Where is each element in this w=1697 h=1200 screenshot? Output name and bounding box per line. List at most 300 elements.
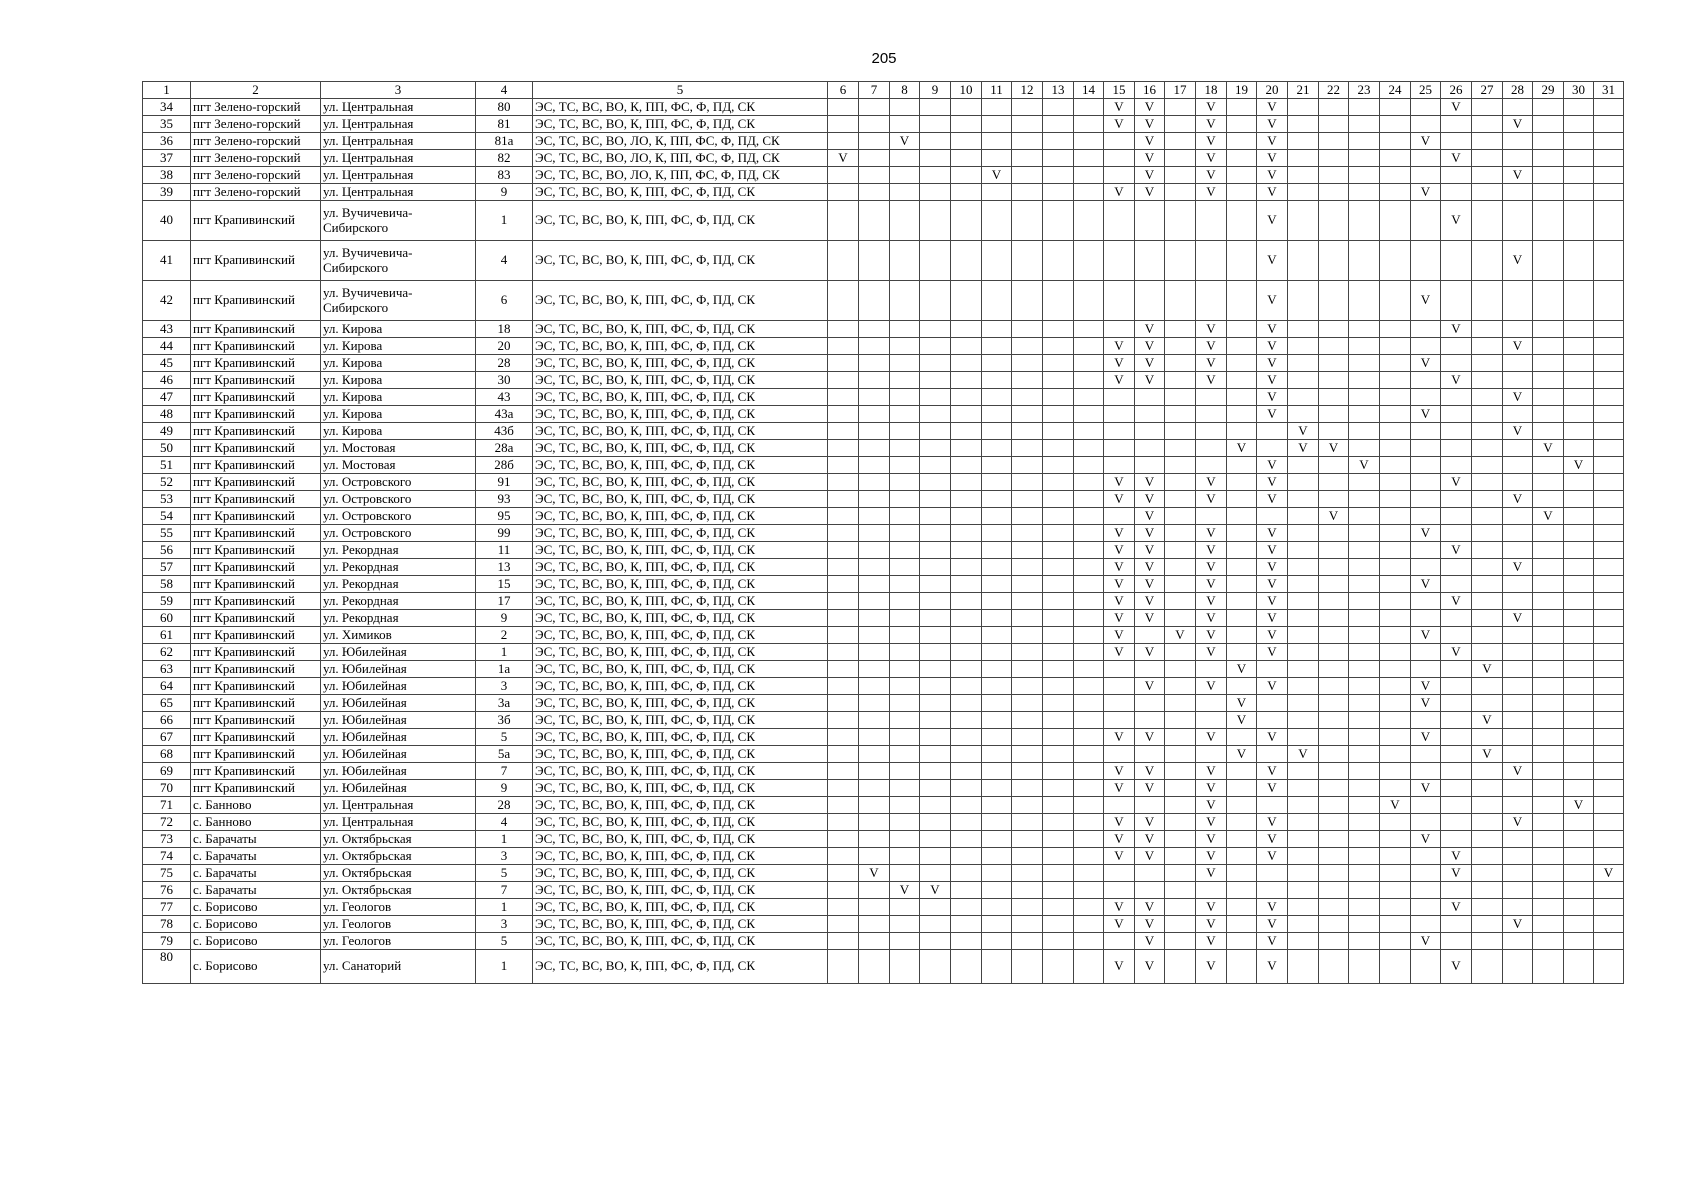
check-mark: V <box>1196 355 1227 372</box>
empty-cell <box>1012 780 1043 797</box>
empty-cell <box>1503 99 1533 116</box>
empty-cell <box>1227 644 1257 661</box>
locality-cell: пгт Крапивинский <box>191 389 321 406</box>
empty-cell <box>890 559 920 576</box>
empty-cell <box>1533 593 1564 610</box>
check-mark: V <box>1564 457 1594 474</box>
empty-cell <box>1441 695 1472 712</box>
empty-cell <box>1043 133 1074 150</box>
row-number-cell: 41 <box>143 241 191 281</box>
empty-cell <box>1594 116 1624 133</box>
locality-cell: пгт Крапивинский <box>191 780 321 797</box>
house-number-cell: 5 <box>476 933 533 950</box>
empty-cell <box>982 593 1012 610</box>
row-number-cell: 53 <box>143 491 191 508</box>
check-mark: V <box>1257 644 1288 661</box>
table-row <box>143 99 1624 116</box>
empty-cell <box>1227 150 1257 167</box>
empty-cell <box>1594 899 1624 916</box>
empty-cell <box>1227 610 1257 627</box>
empty-cell <box>1594 780 1624 797</box>
empty-cell <box>1012 797 1043 814</box>
empty-cell <box>1349 763 1380 780</box>
empty-cell <box>1074 593 1104 610</box>
empty-cell <box>982 950 1012 984</box>
check-mark: V <box>1196 831 1227 848</box>
street-cell: ул. Центральная <box>321 150 476 167</box>
empty-cell <box>1165 389 1196 406</box>
empty-cell <box>1380 559 1411 576</box>
empty-cell <box>951 116 982 133</box>
table-row <box>143 338 1624 355</box>
empty-cell <box>1012 933 1043 950</box>
empty-cell <box>1503 627 1533 644</box>
empty-cell <box>982 678 1012 695</box>
empty-cell <box>1349 99 1380 116</box>
empty-cell <box>920 508 951 525</box>
empty-cell <box>1165 882 1196 899</box>
empty-cell <box>1441 763 1472 780</box>
empty-cell <box>951 814 982 831</box>
street-cell: ул. Рекордная <box>321 576 476 593</box>
check-mark: V <box>1472 661 1503 678</box>
empty-cell <box>951 576 982 593</box>
column-header: 8 <box>890 82 920 99</box>
locality-cell: пгт Крапивинский <box>191 241 321 281</box>
empty-cell <box>1165 338 1196 355</box>
empty-cell <box>1165 372 1196 389</box>
check-mark: V <box>1257 167 1288 184</box>
empty-cell <box>920 831 951 848</box>
row-number-cell: 55 <box>143 525 191 542</box>
empty-cell <box>1533 916 1564 933</box>
empty-cell <box>890 167 920 184</box>
empty-cell <box>1441 184 1472 201</box>
street-cell: ул. Кирова <box>321 355 476 372</box>
empty-cell <box>859 933 890 950</box>
house-number-cell: 28 <box>476 355 533 372</box>
empty-cell <box>1411 321 1441 338</box>
check-mark: V <box>1196 678 1227 695</box>
empty-cell <box>1564 355 1594 372</box>
column-header: 14 <box>1074 82 1104 99</box>
empty-cell <box>1441 355 1472 372</box>
empty-cell <box>1441 882 1472 899</box>
empty-cell <box>859 627 890 644</box>
check-mark: V <box>1196 916 1227 933</box>
empty-cell <box>1380 167 1411 184</box>
empty-cell <box>859 474 890 491</box>
empty-cell <box>1533 406 1564 423</box>
empty-cell <box>1319 933 1349 950</box>
services-cell: ЭС, ТС, ВС, ВО, К, ПП, ФС, Ф, ПД, СК <box>533 559 828 576</box>
services-cell: ЭС, ТС, ВС, ВО, К, ПП, ФС, Ф, ПД, СК <box>533 116 828 133</box>
services-cell: ЭС, ТС, ВС, ВО, ЛО, К, ПП, ФС, Ф, ПД, СК <box>533 167 828 184</box>
empty-cell <box>1319 831 1349 848</box>
empty-cell <box>1503 201 1533 241</box>
empty-cell <box>859 133 890 150</box>
empty-cell <box>1533 133 1564 150</box>
empty-cell <box>1380 865 1411 882</box>
empty-cell <box>1472 899 1503 916</box>
empty-cell <box>1319 576 1349 593</box>
empty-cell <box>1043 389 1074 406</box>
empty-cell <box>1227 491 1257 508</box>
empty-cell <box>1533 763 1564 780</box>
empty-cell <box>1196 440 1227 457</box>
empty-cell <box>890 746 920 763</box>
check-mark: V <box>1135 338 1165 355</box>
empty-cell <box>1472 440 1503 457</box>
house-number-cell: 1 <box>476 899 533 916</box>
empty-cell <box>1503 644 1533 661</box>
row-number-cell: 51 <box>143 457 191 474</box>
empty-cell <box>1533 661 1564 678</box>
empty-cell <box>1074 241 1104 281</box>
empty-cell <box>1227 167 1257 184</box>
empty-cell <box>1288 525 1319 542</box>
check-mark: V <box>1441 542 1472 559</box>
empty-cell <box>1043 661 1074 678</box>
street-cell: ул. Центральная <box>321 184 476 201</box>
empty-cell <box>1165 865 1196 882</box>
empty-cell <box>1012 321 1043 338</box>
check-mark: V <box>1227 746 1257 763</box>
empty-cell <box>1165 474 1196 491</box>
empty-cell <box>1533 865 1564 882</box>
empty-cell <box>920 281 951 321</box>
empty-cell <box>1411 950 1441 984</box>
empty-cell <box>920 321 951 338</box>
empty-cell <box>1043 99 1074 116</box>
empty-cell <box>1196 423 1227 440</box>
empty-cell <box>1564 440 1594 457</box>
empty-cell <box>1564 201 1594 241</box>
empty-cell <box>1411 99 1441 116</box>
empty-cell <box>1349 933 1380 950</box>
street-cell: ул. Кирова <box>321 372 476 389</box>
house-number-cell: 28 <box>476 797 533 814</box>
empty-cell <box>1533 457 1564 474</box>
services-cell: ЭС, ТС, ВС, ВО, К, ПП, ФС, Ф, ПД, СК <box>533 372 828 389</box>
empty-cell <box>1288 372 1319 389</box>
empty-cell <box>1104 865 1135 882</box>
empty-cell <box>982 491 1012 508</box>
empty-cell <box>890 474 920 491</box>
locality-cell: с. Банново <box>191 797 321 814</box>
empty-cell <box>1533 576 1564 593</box>
check-mark: V <box>1441 950 1472 984</box>
empty-cell <box>982 729 1012 746</box>
empty-cell <box>1104 321 1135 338</box>
check-mark: V <box>1441 372 1472 389</box>
empty-cell <box>951 184 982 201</box>
empty-cell <box>828 678 859 695</box>
row-number-cell: 65 <box>143 695 191 712</box>
empty-cell <box>982 865 1012 882</box>
house-number-cell: 28а <box>476 440 533 457</box>
check-mark: V <box>1503 763 1533 780</box>
empty-cell <box>920 593 951 610</box>
empty-cell <box>951 627 982 644</box>
empty-cell <box>1441 491 1472 508</box>
row-number-cell: 68 <box>143 746 191 763</box>
empty-cell <box>1043 116 1074 133</box>
empty-cell <box>1227 372 1257 389</box>
house-number-cell: 20 <box>476 338 533 355</box>
empty-cell <box>1380 746 1411 763</box>
table-row <box>143 150 1624 167</box>
check-mark: V <box>1196 372 1227 389</box>
check-mark: V <box>1135 372 1165 389</box>
empty-cell <box>1165 525 1196 542</box>
services-cell: ЭС, ТС, ВС, ВО, К, ПП, ФС, Ф, ПД, СК <box>533 508 828 525</box>
empty-cell <box>1074 950 1104 984</box>
empty-cell <box>951 167 982 184</box>
house-number-cell: 82 <box>476 150 533 167</box>
empty-cell <box>1564 916 1594 933</box>
empty-cell <box>1012 133 1043 150</box>
services-cell: ЭС, ТС, ВС, ВО, К, ПП, ФС, Ф, ПД, СК <box>533 695 828 712</box>
empty-cell <box>1503 542 1533 559</box>
empty-cell <box>1564 865 1594 882</box>
empty-cell <box>1594 491 1624 508</box>
check-mark: V <box>1135 593 1165 610</box>
house-number-cell: 5а <box>476 746 533 763</box>
locality-cell: пгт Крапивинский <box>191 661 321 678</box>
empty-cell <box>1288 661 1319 678</box>
table-row <box>143 355 1624 372</box>
empty-cell <box>1288 763 1319 780</box>
empty-cell <box>1349 321 1380 338</box>
empty-cell <box>828 389 859 406</box>
services-cell: ЭС, ТС, ВС, ВО, К, ПП, ФС, Ф, ПД, СК <box>533 457 828 474</box>
empty-cell <box>1533 627 1564 644</box>
empty-cell <box>1380 882 1411 899</box>
check-mark: V <box>1257 372 1288 389</box>
street-cell: ул. Кирова <box>321 338 476 355</box>
empty-cell <box>1288 729 1319 746</box>
check-mark: V <box>1104 99 1135 116</box>
empty-cell <box>1564 678 1594 695</box>
services-cell: ЭС, ТС, ВС, ВО, К, ПП, ФС, Ф, ПД, СК <box>533 831 828 848</box>
empty-cell <box>1503 950 1533 984</box>
empty-cell <box>1411 372 1441 389</box>
check-mark: V <box>1411 695 1441 712</box>
row-number-cell: 36 <box>143 133 191 150</box>
empty-cell <box>859 184 890 201</box>
locality-cell: с. Барачаты <box>191 882 321 899</box>
services-cell: ЭС, ТС, ВС, ВО, ЛО, К, ПП, ФС, Ф, ПД, СК <box>533 133 828 150</box>
empty-cell <box>1503 661 1533 678</box>
empty-cell <box>1594 440 1624 457</box>
empty-cell <box>1319 865 1349 882</box>
check-mark: V <box>1257 474 1288 491</box>
empty-cell <box>951 678 982 695</box>
empty-cell <box>1594 746 1624 763</box>
check-mark: V <box>1257 201 1288 241</box>
empty-cell <box>1074 899 1104 916</box>
check-mark: V <box>1503 916 1533 933</box>
empty-cell <box>1135 661 1165 678</box>
check-mark: V <box>1288 746 1319 763</box>
empty-cell <box>1411 610 1441 627</box>
empty-cell <box>1441 746 1472 763</box>
check-mark: V <box>1104 627 1135 644</box>
empty-cell <box>1196 508 1227 525</box>
empty-cell <box>951 916 982 933</box>
check-mark: V <box>1135 99 1165 116</box>
empty-cell <box>982 661 1012 678</box>
empty-cell <box>1349 116 1380 133</box>
empty-cell <box>951 201 982 241</box>
empty-cell <box>1227 542 1257 559</box>
empty-cell <box>1349 882 1380 899</box>
street-cell: ул. Кирова <box>321 321 476 338</box>
empty-cell <box>859 576 890 593</box>
empty-cell <box>1472 99 1503 116</box>
empty-cell <box>1135 281 1165 321</box>
empty-cell <box>1441 729 1472 746</box>
empty-cell <box>1165 201 1196 241</box>
check-mark: V <box>1196 491 1227 508</box>
empty-cell <box>1441 627 1472 644</box>
check-mark: V <box>1135 474 1165 491</box>
empty-cell <box>1594 355 1624 372</box>
house-number-cell: 7 <box>476 882 533 899</box>
header-row <box>143 82 1624 99</box>
empty-cell <box>1349 627 1380 644</box>
empty-cell <box>1104 167 1135 184</box>
check-mark: V <box>1135 916 1165 933</box>
empty-cell <box>1074 201 1104 241</box>
empty-cell <box>1564 814 1594 831</box>
empty-cell <box>1594 916 1624 933</box>
empty-cell <box>890 865 920 882</box>
check-mark: V <box>1196 525 1227 542</box>
empty-cell <box>1380 814 1411 831</box>
check-mark: V <box>1104 338 1135 355</box>
check-mark: V <box>1257 916 1288 933</box>
check-mark: V <box>1411 355 1441 372</box>
empty-cell <box>1227 474 1257 491</box>
empty-cell <box>920 457 951 474</box>
table-row <box>143 848 1624 865</box>
empty-cell <box>951 150 982 167</box>
empty-cell <box>1503 899 1533 916</box>
empty-cell <box>1012 729 1043 746</box>
empty-cell <box>1503 729 1533 746</box>
empty-cell <box>1564 746 1594 763</box>
empty-cell <box>1288 678 1319 695</box>
empty-cell <box>1411 167 1441 184</box>
empty-cell <box>1380 201 1411 241</box>
house-number-cell: 18 <box>476 321 533 338</box>
check-mark: V <box>1503 610 1533 627</box>
empty-cell <box>1594 661 1624 678</box>
check-mark: V <box>1441 865 1472 882</box>
empty-cell <box>1165 559 1196 576</box>
empty-cell <box>1135 746 1165 763</box>
empty-cell <box>859 440 890 457</box>
empty-cell <box>1043 610 1074 627</box>
empty-cell <box>1319 457 1349 474</box>
empty-cell <box>1074 610 1104 627</box>
empty-cell <box>1503 678 1533 695</box>
empty-cell <box>828 780 859 797</box>
empty-cell <box>1349 729 1380 746</box>
check-mark: V <box>1135 644 1165 661</box>
street-cell: ул. Юбилейная <box>321 712 476 729</box>
empty-cell <box>859 780 890 797</box>
table-row <box>143 950 1624 984</box>
locality-cell: пгт Крапивинский <box>191 321 321 338</box>
empty-cell <box>1380 763 1411 780</box>
empty-cell <box>1503 848 1533 865</box>
empty-cell <box>1165 933 1196 950</box>
services-cell: ЭС, ТС, ВС, ВО, К, ПП, ФС, Ф, ПД, СК <box>533 525 828 542</box>
check-mark: V <box>1196 99 1227 116</box>
row-number-cell: 46 <box>143 372 191 389</box>
empty-cell <box>1043 167 1074 184</box>
empty-cell <box>920 610 951 627</box>
empty-cell <box>1135 423 1165 440</box>
check-mark: V <box>1257 559 1288 576</box>
empty-cell <box>1319 950 1349 984</box>
empty-cell <box>890 593 920 610</box>
empty-cell <box>982 440 1012 457</box>
empty-cell <box>1135 241 1165 281</box>
empty-cell <box>1533 644 1564 661</box>
table-row <box>143 729 1624 746</box>
empty-cell <box>890 950 920 984</box>
row-number-cell: 42 <box>143 281 191 321</box>
empty-cell <box>1349 150 1380 167</box>
empty-cell <box>951 133 982 150</box>
empty-cell <box>828 627 859 644</box>
empty-cell <box>828 797 859 814</box>
table-row <box>143 831 1624 848</box>
empty-cell <box>951 695 982 712</box>
house-number-cell: 2 <box>476 627 533 644</box>
street-cell: ул. Юбилейная <box>321 678 476 695</box>
empty-cell <box>1411 899 1441 916</box>
street-cell: ул. Юбилейная <box>321 746 476 763</box>
empty-cell <box>920 338 951 355</box>
empty-cell <box>1104 678 1135 695</box>
table-row <box>143 281 1624 321</box>
row-number-cell: 56 <box>143 542 191 559</box>
empty-cell <box>1288 184 1319 201</box>
column-header: 23 <box>1349 82 1380 99</box>
column-header: 26 <box>1441 82 1472 99</box>
check-mark: V <box>1104 916 1135 933</box>
empty-cell <box>1288 916 1319 933</box>
locality-cell: с. Борисово <box>191 933 321 950</box>
empty-cell <box>1380 950 1411 984</box>
empty-cell <box>1319 899 1349 916</box>
check-mark: V <box>1441 201 1472 241</box>
locality-cell: пгт Крапивинский <box>191 712 321 729</box>
empty-cell <box>1564 372 1594 389</box>
empty-cell <box>1319 389 1349 406</box>
empty-cell <box>828 576 859 593</box>
empty-cell <box>1441 559 1472 576</box>
check-mark: V <box>1257 355 1288 372</box>
empty-cell <box>1012 372 1043 389</box>
empty-cell <box>1411 763 1441 780</box>
check-mark: V <box>1104 780 1135 797</box>
